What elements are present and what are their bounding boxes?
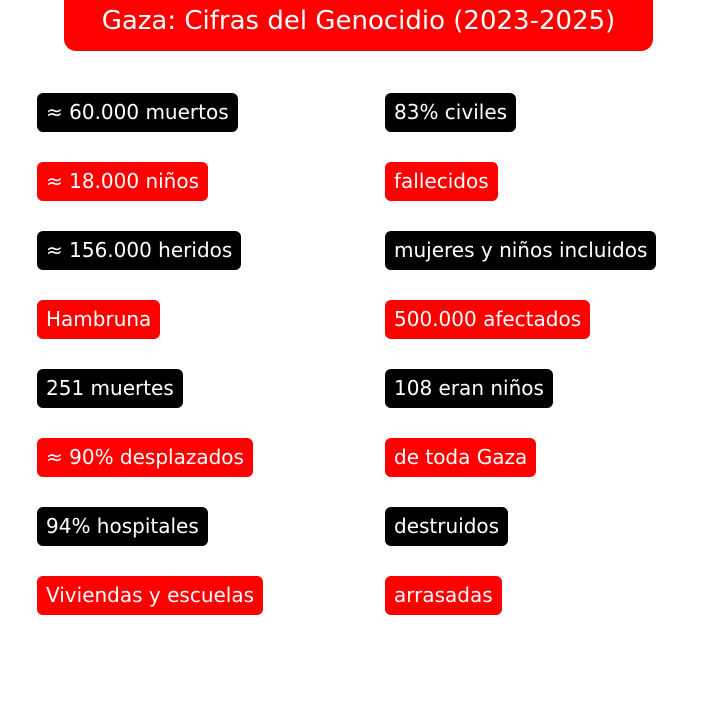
figure-row: [37, 507, 697, 546]
figure-label: ≈ 156.000 heridos: [37, 231, 241, 270]
figure-detail: fallecidos: [385, 162, 498, 201]
figure-label: 251 muertes: [37, 369, 183, 408]
page-title: Gaza: Cifras del Genocidio (2023-2025): [64, 0, 653, 51]
figure-detail: de toda Gaza: [385, 438, 536, 477]
figure-label: ≈ 60.000 muertos: [37, 93, 238, 132]
figure-detail: 83% civiles: [385, 93, 516, 132]
figure-label: Hambruna: [37, 300, 160, 339]
figure-row: [37, 369, 697, 408]
figures-grid: [37, 93, 697, 645]
figure-row: [37, 162, 697, 201]
figure-row: [37, 93, 697, 132]
figure-row: [37, 231, 697, 270]
figure-label: ≈ 18.000 niños: [37, 162, 208, 201]
figure-row: [37, 300, 697, 339]
figure-label: Viviendas y escuelas: [37, 576, 263, 615]
figure-label: ≈ 90% desplazados: [37, 438, 253, 477]
figure-detail: mujeres y niños incluidos: [385, 231, 656, 270]
figure-detail: 108 eran niños: [385, 369, 553, 408]
figure-detail: destruidos: [385, 507, 508, 546]
figure-row: [37, 576, 697, 615]
figure-row: [37, 438, 697, 477]
figure-detail: 500.000 afectados: [385, 300, 590, 339]
figure-detail: arrasadas: [385, 576, 502, 615]
figure-label: 94% hospitales: [37, 507, 208, 546]
